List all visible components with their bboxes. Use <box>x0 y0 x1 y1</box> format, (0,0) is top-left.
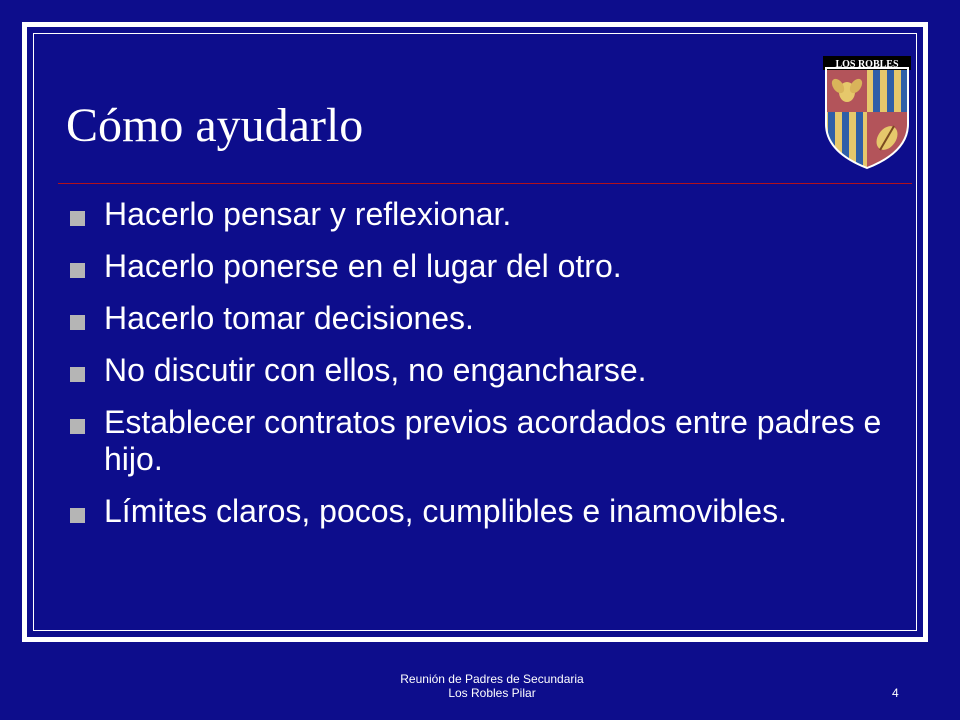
square-bullet-icon <box>70 419 85 434</box>
square-bullet-icon <box>70 315 85 330</box>
slide-footer <box>300 672 684 700</box>
bullet-item <box>70 352 900 389</box>
bullet-text: Hacerlo tomar decisiones. <box>104 300 474 336</box>
title-divider <box>58 183 912 184</box>
bullet-text: Hacerlo ponerse en el lugar del otro. <box>104 248 622 284</box>
square-bullet-icon <box>70 211 85 226</box>
bullet-text: Hacerlo pensar y reflexionar. <box>104 196 512 232</box>
bullet-text: Establecer contratos previos acordados entre padres e hijo. <box>104 404 882 477</box>
bullet-text: Límites claros, pocos, cumplibles e inamovibles. <box>104 493 787 529</box>
bullet-item <box>70 248 900 285</box>
crest-label: LOS ROBLES <box>835 59 899 70</box>
slide-title: Cómo ayudarlo <box>66 99 364 152</box>
bullet-item <box>70 493 900 530</box>
los-robles-crest-icon <box>818 54 916 172</box>
footer-line-event: Reunión de Padres de Secundaria <box>400 672 584 686</box>
footer-line-school: Los Robles Pilar <box>448 686 536 700</box>
page-number: 4 <box>892 686 899 700</box>
square-bullet-icon <box>70 367 85 382</box>
square-bullet-icon <box>70 508 85 523</box>
bullet-item <box>70 404 900 478</box>
bullet-item <box>70 300 900 337</box>
square-bullet-icon <box>70 263 85 278</box>
bullet-list <box>70 196 900 545</box>
bullet-item <box>70 196 900 233</box>
bullet-text: No discutir con ellos, no engancharse. <box>104 352 647 388</box>
